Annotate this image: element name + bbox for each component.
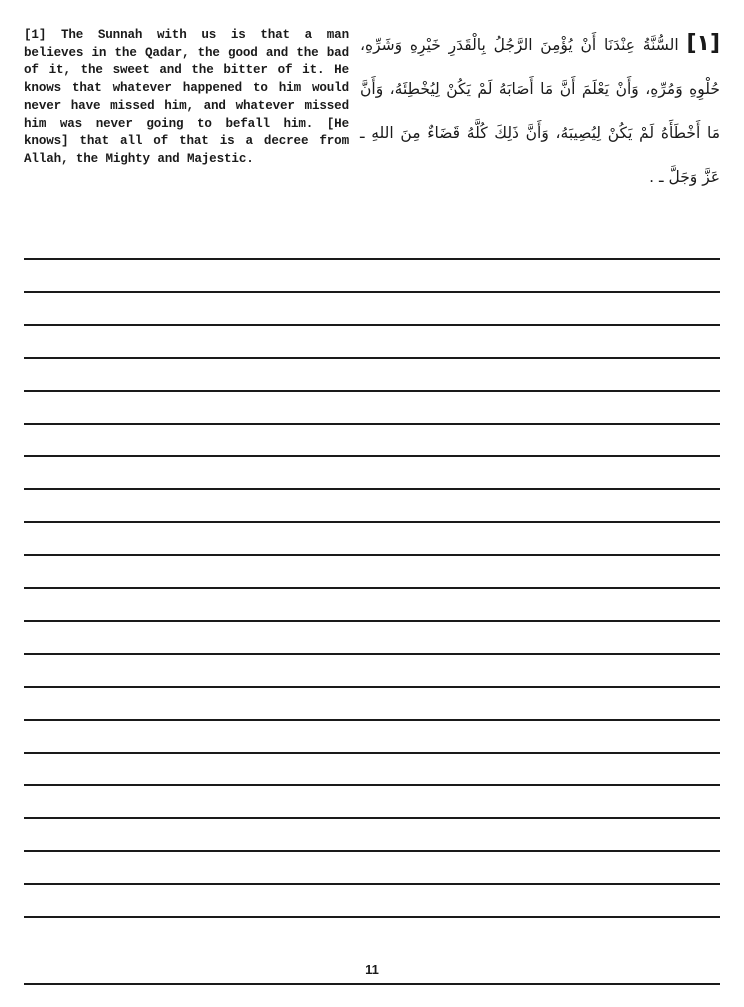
writing-line xyxy=(24,883,720,885)
writing-line xyxy=(24,719,720,721)
writing-line xyxy=(24,488,720,490)
writing-line xyxy=(24,587,720,589)
writing-line xyxy=(24,291,720,293)
arabic-text: السُّنَّةُ عِنْدَنَا أَنْ يُؤْمِنَ الرَّجُلُ بِالْقَدَرِ خَيْرِهِ وَشَرِّهِ، حُلْوِهِ وَمُرِّهِ، وَأَنْ يَعْلَمَ أَنَّ مَا أَصَابَهُ لَمْ يَكُنْ لِيُخْطِئَهُ، وَأَنَّ مَا أَخْطَأَهُ لَمْ يَكُنْ لِيُصِيبَهُ، وَأَنَّ ذَلِكَ كُلَّهُ قَضَاءٌ مِنَ اللهِ ـ عَزَّ وَجَلَّ ـ . xyxy=(360,36,720,186)
writing-line xyxy=(24,324,720,326)
writing-line xyxy=(24,850,720,852)
english-translation xyxy=(24,27,349,169)
writing-line xyxy=(24,554,720,556)
arabic-footnote-marker: [١] xyxy=(686,31,720,56)
writing-line xyxy=(24,916,720,918)
writing-line xyxy=(24,357,720,359)
writing-line xyxy=(24,390,720,392)
writing-line xyxy=(24,817,720,819)
writing-line xyxy=(24,258,720,260)
bottom-rule xyxy=(24,983,720,985)
writing-line xyxy=(24,686,720,688)
writing-line xyxy=(24,620,720,622)
english-footnote-marker: [1] xyxy=(24,28,47,42)
writing-line xyxy=(24,455,720,457)
english-text: The Sunnah with us is that a man believes in the Qadar, the good and the bad of it, the sweet and the bitter of it. He knows that whatever happened to him would never have missed him, and whatever missed him was never going to befall him. [He knows] that all of that is a decree from Allah, the Mighty and Majestic. xyxy=(24,28,349,166)
writing-line xyxy=(24,653,720,655)
arabic-text-block xyxy=(360,22,720,199)
writing-line xyxy=(24,784,720,786)
page-number: 11 xyxy=(365,962,379,977)
writing-line xyxy=(24,752,720,754)
writing-line xyxy=(24,423,720,425)
writing-line xyxy=(24,521,720,523)
